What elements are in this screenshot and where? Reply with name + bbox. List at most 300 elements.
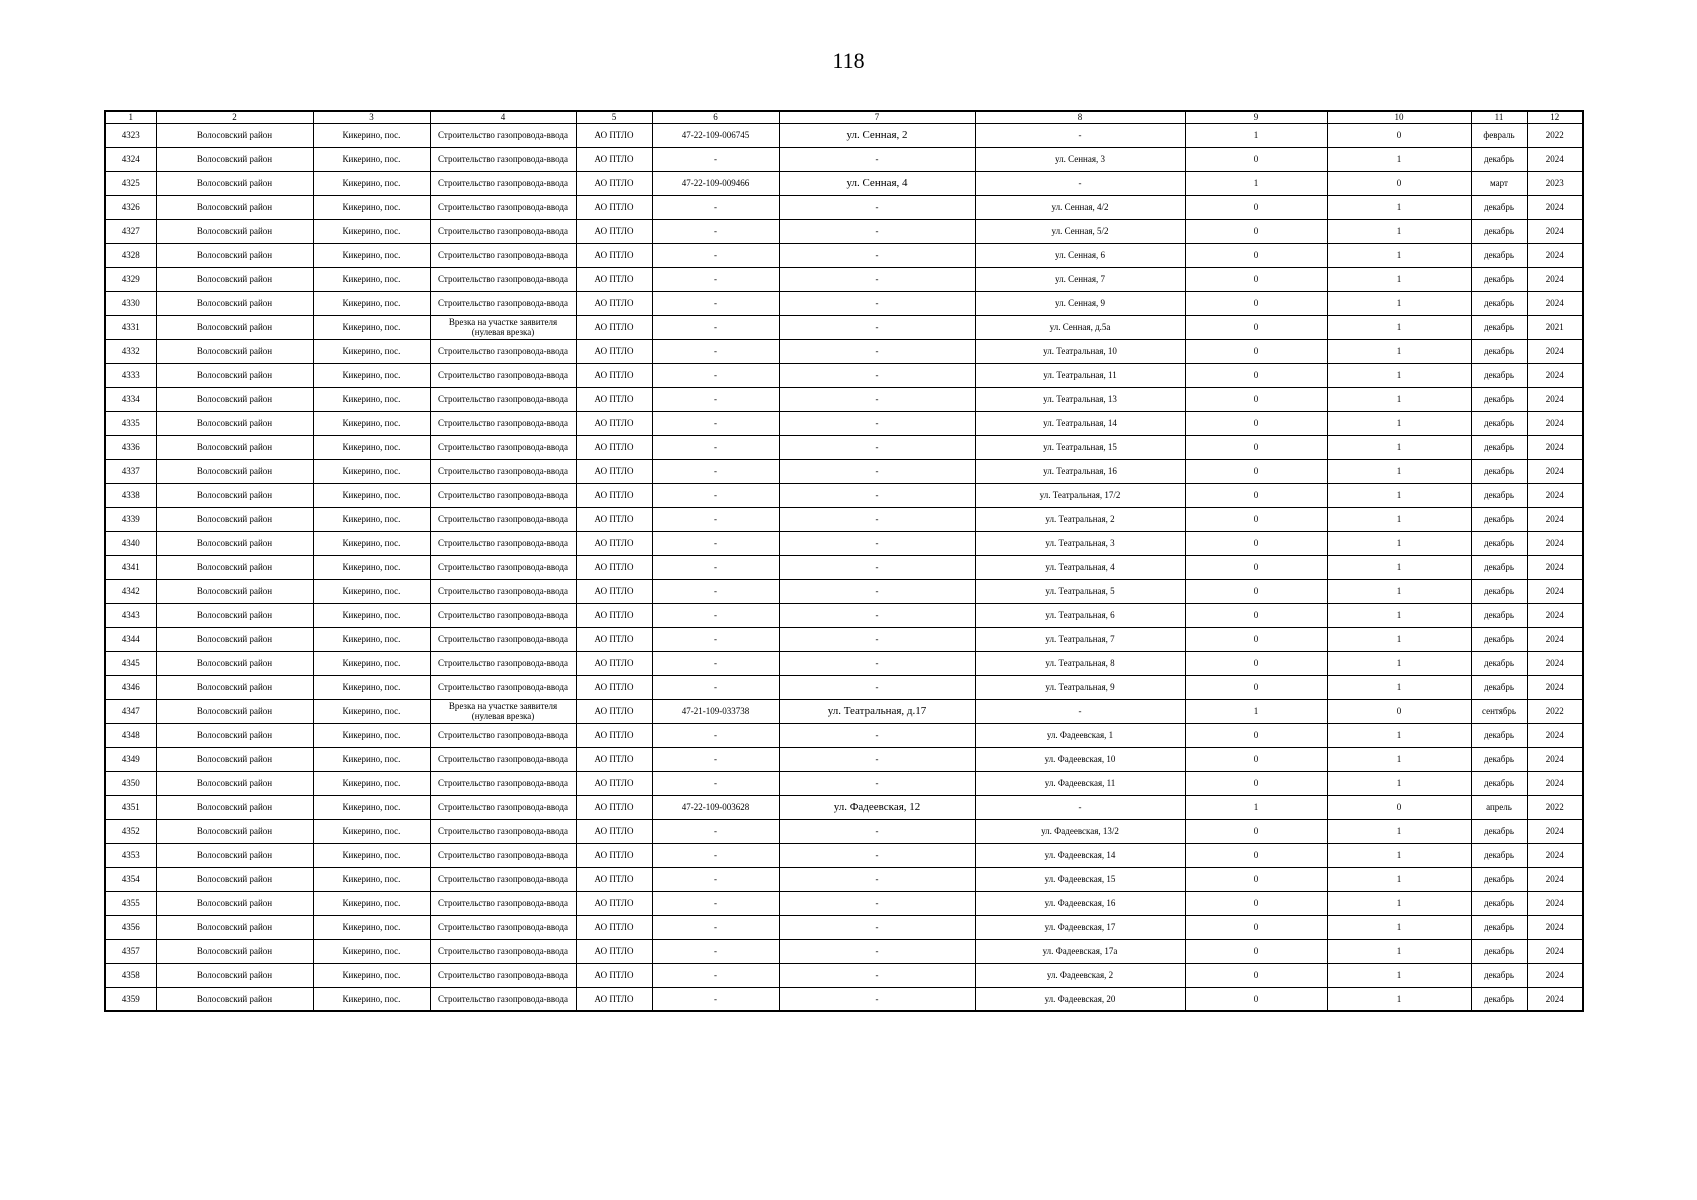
work-type-cell: Строительство газопровода-ввода <box>430 627 576 651</box>
address-planned-cell: ул. Фадеевская, 1 <box>975 723 1185 747</box>
settlement-cell: Кикерино, пос. <box>313 747 430 771</box>
organization-cell: АО ПТЛО <box>576 699 652 723</box>
organization-cell: АО ПТЛО <box>576 483 652 507</box>
table-row <box>105 507 1583 531</box>
year-cell: 2024 <box>1527 339 1583 363</box>
cadastral-number-cell: - <box>652 963 779 987</box>
cadastral-number-cell: - <box>652 723 779 747</box>
settlement-cell: Кикерино, пос. <box>313 195 430 219</box>
count-existing-cell: 0 <box>1185 531 1327 555</box>
organization-cell: АО ПТЛО <box>576 411 652 435</box>
count-planned-cell: 0 <box>1327 795 1471 819</box>
year-cell: 2024 <box>1527 507 1583 531</box>
settlement-cell: Кикерино, пос. <box>313 483 430 507</box>
work-type-cell: Строительство газопровода-ввода <box>430 939 576 963</box>
column-number: 9 <box>1185 111 1327 123</box>
work-type-cell: Строительство газопровода-ввода <box>430 867 576 891</box>
row-id-cell: 4333 <box>105 363 156 387</box>
row-id-cell: 4345 <box>105 651 156 675</box>
cadastral-number-cell: 47-22-109-006745 <box>652 123 779 147</box>
organization-cell: АО ПТЛО <box>576 891 652 915</box>
district-cell: Волосовский район <box>156 435 313 459</box>
address-planned-cell: ул. Фадеевская, 17 <box>975 915 1185 939</box>
address-existing-cell: - <box>779 651 975 675</box>
organization-cell: АО ПТЛО <box>576 195 652 219</box>
address-planned-cell: ул. Театральная, 3 <box>975 531 1185 555</box>
organization-cell: АО ПТЛО <box>576 315 652 339</box>
address-existing-cell: - <box>779 891 975 915</box>
row-id-cell: 4325 <box>105 171 156 195</box>
row-id-cell: 4359 <box>105 987 156 1011</box>
year-cell: 2024 <box>1527 987 1583 1011</box>
address-existing-cell: - <box>779 603 975 627</box>
row-id-cell: 4335 <box>105 411 156 435</box>
count-planned-cell: 1 <box>1327 387 1471 411</box>
district-cell: Волосовский район <box>156 123 313 147</box>
address-planned-cell: - <box>975 795 1185 819</box>
count-existing-cell: 0 <box>1185 267 1327 291</box>
year-cell: 2024 <box>1527 555 1583 579</box>
month-cell: декабрь <box>1471 603 1527 627</box>
year-cell: 2024 <box>1527 387 1583 411</box>
count-existing-cell: 0 <box>1185 507 1327 531</box>
row-id-cell: 4349 <box>105 747 156 771</box>
district-cell: Волосовский район <box>156 819 313 843</box>
district-cell: Волосовский район <box>156 939 313 963</box>
table-row <box>105 387 1583 411</box>
count-planned-cell: 0 <box>1327 699 1471 723</box>
organization-cell: АО ПТЛО <box>576 675 652 699</box>
work-type-cell: Строительство газопровода-ввода <box>430 675 576 699</box>
table-row <box>105 603 1583 627</box>
table-row <box>105 579 1583 603</box>
year-cell: 2024 <box>1527 243 1583 267</box>
year-cell: 2024 <box>1527 483 1583 507</box>
address-existing-cell: - <box>779 987 975 1011</box>
address-existing-cell: - <box>779 627 975 651</box>
organization-cell: АО ПТЛО <box>576 243 652 267</box>
cadastral-number-cell: - <box>652 939 779 963</box>
year-cell: 2024 <box>1527 531 1583 555</box>
year-cell: 2024 <box>1527 867 1583 891</box>
address-existing-cell: - <box>779 291 975 315</box>
month-cell: декабрь <box>1471 867 1527 891</box>
cadastral-number-cell: - <box>652 483 779 507</box>
year-cell: 2021 <box>1527 315 1583 339</box>
row-id-cell: 4341 <box>105 555 156 579</box>
row-id-cell: 4332 <box>105 339 156 363</box>
month-cell: декабрь <box>1471 435 1527 459</box>
count-planned-cell: 1 <box>1327 195 1471 219</box>
column-number: 10 <box>1327 111 1471 123</box>
district-cell: Волосовский район <box>156 531 313 555</box>
cadastral-number-cell: - <box>652 195 779 219</box>
row-id-cell: 4339 <box>105 507 156 531</box>
year-cell: 2024 <box>1527 291 1583 315</box>
settlement-cell: Кикерино, пос. <box>313 243 430 267</box>
address-existing-cell: - <box>779 747 975 771</box>
settlement-cell: Кикерино, пос. <box>313 363 430 387</box>
count-planned-cell: 1 <box>1327 771 1471 795</box>
row-id-cell: 4326 <box>105 195 156 219</box>
table-row <box>105 915 1583 939</box>
settlement-cell: Кикерино, пос. <box>313 867 430 891</box>
table-row <box>105 147 1583 171</box>
count-existing-cell: 0 <box>1185 627 1327 651</box>
organization-cell: АО ПТЛО <box>576 363 652 387</box>
count-planned-cell: 1 <box>1327 723 1471 747</box>
organization-cell: АО ПТЛО <box>576 819 652 843</box>
settlement-cell: Кикерино, пос. <box>313 699 430 723</box>
count-existing-cell: 0 <box>1185 219 1327 243</box>
table-row <box>105 747 1583 771</box>
address-planned-cell: ул. Фадеевская, 15 <box>975 867 1185 891</box>
address-planned-cell: ул. Сенная, 4/2 <box>975 195 1185 219</box>
count-planned-cell: 1 <box>1327 987 1471 1011</box>
address-existing-cell: - <box>779 147 975 171</box>
row-id-cell: 4323 <box>105 123 156 147</box>
year-cell: 2024 <box>1527 843 1583 867</box>
month-cell: декабрь <box>1471 195 1527 219</box>
month-cell: декабрь <box>1471 459 1527 483</box>
count-planned-cell: 1 <box>1327 915 1471 939</box>
work-type-cell: Строительство газопровода-ввода <box>430 747 576 771</box>
address-existing-cell: - <box>779 363 975 387</box>
count-planned-cell: 1 <box>1327 507 1471 531</box>
year-cell: 2024 <box>1527 723 1583 747</box>
work-type-cell: Строительство газопровода-ввода <box>430 963 576 987</box>
count-existing-cell: 1 <box>1185 123 1327 147</box>
district-cell: Волосовский район <box>156 507 313 531</box>
address-planned-cell: ул. Фадеевская, 16 <box>975 891 1185 915</box>
district-cell: Волосовский район <box>156 627 313 651</box>
column-number: 3 <box>313 111 430 123</box>
table-row <box>105 219 1583 243</box>
address-planned-cell: ул. Театральная, 4 <box>975 555 1185 579</box>
address-planned-cell: ул. Театральная, 7 <box>975 627 1185 651</box>
district-cell: Волосовский район <box>156 675 313 699</box>
cadastral-number-cell: - <box>652 915 779 939</box>
year-cell: 2024 <box>1527 267 1583 291</box>
table-row <box>105 315 1583 339</box>
settlement-cell: Кикерино, пос. <box>313 891 430 915</box>
address-existing-cell: - <box>779 267 975 291</box>
organization-cell: АО ПТЛО <box>576 435 652 459</box>
row-id-cell: 4338 <box>105 483 156 507</box>
count-existing-cell: 0 <box>1185 723 1327 747</box>
work-type-cell: Строительство газопровода-ввода <box>430 123 576 147</box>
year-cell: 2024 <box>1527 747 1583 771</box>
district-cell: Волосовский район <box>156 459 313 483</box>
work-type-cell: Строительство газопровода-ввода <box>430 507 576 531</box>
table-row <box>105 435 1583 459</box>
count-planned-cell: 1 <box>1327 435 1471 459</box>
address-existing-cell: - <box>779 579 975 603</box>
table-row <box>105 795 1583 819</box>
year-cell: 2022 <box>1527 699 1583 723</box>
address-existing-cell: - <box>779 411 975 435</box>
organization-cell: АО ПТЛО <box>576 339 652 363</box>
district-cell: Волосовский район <box>156 243 313 267</box>
cadastral-number-cell: - <box>652 627 779 651</box>
year-cell: 2024 <box>1527 675 1583 699</box>
district-cell: Волосовский район <box>156 411 313 435</box>
row-id-cell: 4336 <box>105 435 156 459</box>
organization-cell: АО ПТЛО <box>576 219 652 243</box>
address-planned-cell: ул. Театральная, 15 <box>975 435 1185 459</box>
cadastral-number-cell: - <box>652 579 779 603</box>
count-planned-cell: 1 <box>1327 339 1471 363</box>
count-planned-cell: 1 <box>1327 291 1471 315</box>
settlement-cell: Кикерино, пос. <box>313 267 430 291</box>
settlement-cell: Кикерино, пос. <box>313 675 430 699</box>
cadastral-number-cell: - <box>652 459 779 483</box>
address-existing-cell: - <box>779 243 975 267</box>
count-existing-cell: 0 <box>1185 603 1327 627</box>
address-existing-cell: - <box>779 843 975 867</box>
count-existing-cell: 0 <box>1185 459 1327 483</box>
district-cell: Волосовский район <box>156 171 313 195</box>
address-planned-cell: ул. Фадеевская, 14 <box>975 843 1185 867</box>
district-cell: Волосовский район <box>156 291 313 315</box>
month-cell: декабрь <box>1471 723 1527 747</box>
count-existing-cell: 0 <box>1185 147 1327 171</box>
district-cell: Волосовский район <box>156 891 313 915</box>
count-planned-cell: 1 <box>1327 411 1471 435</box>
month-cell: декабрь <box>1471 651 1527 675</box>
table-row <box>105 291 1583 315</box>
column-number: 6 <box>652 111 779 123</box>
work-type-cell: Строительство газопровода-ввода <box>430 147 576 171</box>
district-cell: Волосовский район <box>156 699 313 723</box>
work-type-cell: Строительство газопровода-ввода <box>430 171 576 195</box>
work-type-cell: Строительство газопровода-ввода <box>430 459 576 483</box>
organization-cell: АО ПТЛО <box>576 171 652 195</box>
count-planned-cell: 1 <box>1327 219 1471 243</box>
count-existing-cell: 0 <box>1185 483 1327 507</box>
settlement-cell: Кикерино, пос. <box>313 771 430 795</box>
table-row <box>105 627 1583 651</box>
settlement-cell: Кикерино, пос. <box>313 123 430 147</box>
row-id-cell: 4351 <box>105 795 156 819</box>
row-id-cell: 4328 <box>105 243 156 267</box>
count-planned-cell: 1 <box>1327 579 1471 603</box>
page-number: 118 <box>832 48 865 73</box>
column-number: 2 <box>156 111 313 123</box>
cadastral-number-cell: - <box>652 867 779 891</box>
row-id-cell: 4327 <box>105 219 156 243</box>
organization-cell: АО ПТЛО <box>576 963 652 987</box>
settlement-cell: Кикерино, пос. <box>313 291 430 315</box>
address-planned-cell: - <box>975 171 1185 195</box>
settlement-cell: Кикерино, пос. <box>313 627 430 651</box>
address-existing-cell: ул. Фадеевская, 12 <box>779 795 975 819</box>
count-planned-cell: 1 <box>1327 483 1471 507</box>
count-existing-cell: 0 <box>1185 555 1327 579</box>
year-cell: 2024 <box>1527 603 1583 627</box>
address-existing-cell: - <box>779 963 975 987</box>
address-planned-cell: ул. Сенная, 7 <box>975 267 1185 291</box>
month-cell: декабрь <box>1471 243 1527 267</box>
district-cell: Волосовский район <box>156 771 313 795</box>
organization-cell: АО ПТЛО <box>576 795 652 819</box>
year-cell: 2024 <box>1527 939 1583 963</box>
work-type-cell: Строительство газопровода-ввода <box>430 531 576 555</box>
settlement-cell: Кикерино, пос. <box>313 339 430 363</box>
address-planned-cell: ул. Театральная, 11 <box>975 363 1185 387</box>
month-cell: декабрь <box>1471 363 1527 387</box>
address-planned-cell: - <box>975 699 1185 723</box>
work-type-cell: Врезка на участке заявителя (нулевая врезка) <box>430 315 576 339</box>
row-id-cell: 4324 <box>105 147 156 171</box>
count-planned-cell: 1 <box>1327 315 1471 339</box>
count-existing-cell: 0 <box>1185 579 1327 603</box>
table-row <box>105 555 1583 579</box>
row-id-cell: 4342 <box>105 579 156 603</box>
address-planned-cell: ул. Театральная, 6 <box>975 603 1185 627</box>
address-planned-cell: - <box>975 123 1185 147</box>
address-planned-cell: ул. Сенная, д.5а <box>975 315 1185 339</box>
settlement-cell: Кикерино, пос. <box>313 651 430 675</box>
month-cell: декабрь <box>1471 291 1527 315</box>
address-planned-cell: ул. Сенная, 5/2 <box>975 219 1185 243</box>
address-planned-cell: ул. Сенная, 9 <box>975 291 1185 315</box>
address-planned-cell: ул. Фадеевская, 13/2 <box>975 819 1185 843</box>
settlement-cell: Кикерино, пос. <box>313 939 430 963</box>
address-planned-cell: ул. Фадеевская, 11 <box>975 771 1185 795</box>
count-planned-cell: 0 <box>1327 123 1471 147</box>
month-cell: декабрь <box>1471 387 1527 411</box>
count-planned-cell: 1 <box>1327 819 1471 843</box>
month-cell: декабрь <box>1471 915 1527 939</box>
district-cell: Волосовский район <box>156 195 313 219</box>
count-existing-cell: 1 <box>1185 171 1327 195</box>
settlement-cell: Кикерино, пос. <box>313 843 430 867</box>
address-planned-cell: ул. Театральная, 10 <box>975 339 1185 363</box>
settlement-cell: Кикерино, пос. <box>313 411 430 435</box>
address-planned-cell: ул. Фадеевская, 10 <box>975 747 1185 771</box>
count-existing-cell: 0 <box>1185 291 1327 315</box>
column-number: 4 <box>430 111 576 123</box>
row-id-cell: 4353 <box>105 843 156 867</box>
year-cell: 2024 <box>1527 459 1583 483</box>
cadastral-number-cell: - <box>652 843 779 867</box>
table-row <box>105 531 1583 555</box>
table-row <box>105 483 1583 507</box>
work-type-cell: Строительство газопровода-ввода <box>430 219 576 243</box>
district-cell: Волосовский район <box>156 603 313 627</box>
address-planned-cell: ул. Фадеевская, 20 <box>975 987 1185 1011</box>
settlement-cell: Кикерино, пос. <box>313 315 430 339</box>
cadastral-number-cell: 47-21-109-033738 <box>652 699 779 723</box>
district-cell: Волосовский район <box>156 723 313 747</box>
row-id-cell: 4329 <box>105 267 156 291</box>
district-cell: Волосовский район <box>156 579 313 603</box>
table-row <box>105 675 1583 699</box>
table-row <box>105 987 1583 1011</box>
address-existing-cell: - <box>779 939 975 963</box>
count-planned-cell: 1 <box>1327 363 1471 387</box>
work-type-cell: Строительство газопровода-ввода <box>430 651 576 675</box>
work-type-cell: Строительство газопровода-ввода <box>430 411 576 435</box>
count-existing-cell: 0 <box>1185 891 1327 915</box>
month-cell: сентябрь <box>1471 699 1527 723</box>
year-cell: 2024 <box>1527 891 1583 915</box>
organization-cell: АО ПТЛО <box>576 267 652 291</box>
work-type-cell: Строительство газопровода-ввода <box>430 771 576 795</box>
settlement-cell: Кикерино, пос. <box>313 147 430 171</box>
address-existing-cell: ул. Театральная, д.17 <box>779 699 975 723</box>
month-cell: февраль <box>1471 123 1527 147</box>
month-cell: декабрь <box>1471 267 1527 291</box>
table-row <box>105 939 1583 963</box>
settlement-cell: Кикерино, пос. <box>313 987 430 1011</box>
table-row <box>105 243 1583 267</box>
address-existing-cell: - <box>779 195 975 219</box>
work-type-cell: Строительство газопровода-ввода <box>430 819 576 843</box>
address-planned-cell: ул. Сенная, 3 <box>975 147 1185 171</box>
cadastral-number-cell: - <box>652 987 779 1011</box>
month-cell: декабрь <box>1471 579 1527 603</box>
table-row <box>105 771 1583 795</box>
count-existing-cell: 0 <box>1185 339 1327 363</box>
cadastral-number-cell: - <box>652 267 779 291</box>
district-cell: Волосовский район <box>156 651 313 675</box>
month-cell: апрель <box>1471 795 1527 819</box>
cadastral-number-cell: - <box>652 603 779 627</box>
settlement-cell: Кикерино, пос. <box>313 579 430 603</box>
column-number: 7 <box>779 111 975 123</box>
cadastral-number-cell: - <box>652 555 779 579</box>
cadastral-number-cell: - <box>652 363 779 387</box>
district-cell: Волосовский район <box>156 363 313 387</box>
table-row <box>105 339 1583 363</box>
count-existing-cell: 0 <box>1185 819 1327 843</box>
cadastral-number-cell: - <box>652 771 779 795</box>
table-row <box>105 195 1583 219</box>
organization-cell: АО ПТЛО <box>576 627 652 651</box>
address-planned-cell: ул. Театральная, 2 <box>975 507 1185 531</box>
column-number-row <box>105 111 1583 123</box>
table-row <box>105 891 1583 915</box>
organization-cell: АО ПТЛО <box>576 579 652 603</box>
organization-cell: АО ПТЛО <box>576 531 652 555</box>
count-existing-cell: 0 <box>1185 747 1327 771</box>
address-existing-cell: - <box>779 435 975 459</box>
address-existing-cell: - <box>779 507 975 531</box>
settlement-cell: Кикерино, пос. <box>313 219 430 243</box>
district-cell: Волосовский район <box>156 267 313 291</box>
cadastral-number-cell: - <box>652 339 779 363</box>
work-type-cell: Строительство газопровода-ввода <box>430 363 576 387</box>
organization-cell: АО ПТЛО <box>576 507 652 531</box>
row-id-cell: 4343 <box>105 603 156 627</box>
organization-cell: АО ПТЛО <box>576 867 652 891</box>
district-cell: Волосовский район <box>156 483 313 507</box>
table-row <box>105 459 1583 483</box>
address-existing-cell: - <box>779 387 975 411</box>
count-existing-cell: 0 <box>1185 195 1327 219</box>
table-row <box>105 699 1583 723</box>
year-cell: 2024 <box>1527 579 1583 603</box>
column-number: 11 <box>1471 111 1527 123</box>
organization-cell: АО ПТЛО <box>576 603 652 627</box>
row-id-cell: 4347 <box>105 699 156 723</box>
district-cell: Волосовский район <box>156 219 313 243</box>
settlement-cell: Кикерино, пос. <box>313 555 430 579</box>
year-cell: 2022 <box>1527 795 1583 819</box>
row-id-cell: 4357 <box>105 939 156 963</box>
